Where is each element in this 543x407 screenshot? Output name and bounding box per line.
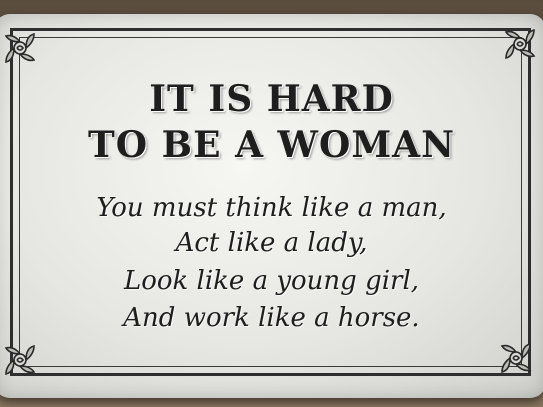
corner-rose-ornament-icon <box>496 338 536 378</box>
verse-line: Act like a lady, <box>175 228 368 258</box>
verse-line: And work like a horse. <box>123 303 420 333</box>
corner-rose-ornament-icon <box>0 28 40 68</box>
sign-heading-line-1: IT IS HARD <box>149 78 394 120</box>
verse-line: Look like a young girl, <box>123 266 420 296</box>
corner-rose-ornament-icon <box>0 340 40 380</box>
verse-line: You must think like a man, <box>96 193 447 223</box>
sign-heading-line-2: TO BE A WOMAN <box>87 124 456 166</box>
corner-rose-ornament-icon <box>500 24 540 64</box>
